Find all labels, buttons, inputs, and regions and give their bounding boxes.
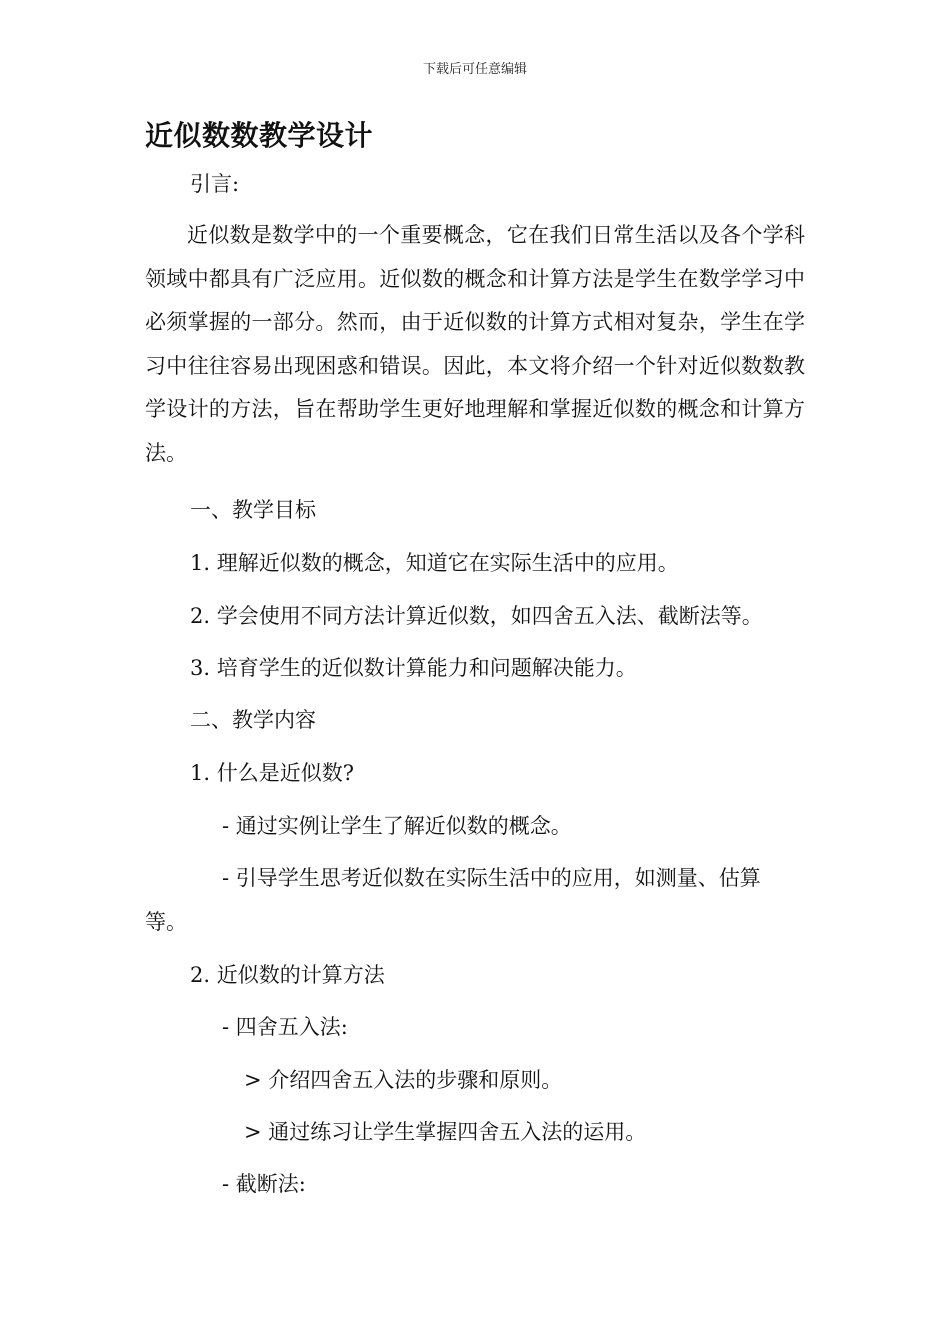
content-item-2-label: 2. 近似数的计算方法 [190,963,385,987]
method-rounding: - 四舍五入法: [222,1015,348,1039]
content-item-1-label: 1. 什么是近似数? [190,761,354,785]
method-rounding-sub-2: > 通过练习让学生掌握四舍五入法的运用。 [244,1120,647,1144]
section1-heading: 一、教学目标 [190,498,316,522]
objective-item-1: 1. 理解近似数的概念，知道它在实际生活中的应用。 [190,551,679,575]
intro-paragraph: 近似数是数学中的一个重要概念，它在我们日常生活以及各个学科领域中都具有广泛应用。近似数的概念和计算方法是学生在数学学习中必须掌握的一部分。然而，由于近似数的计算方式相对复杂，学生在学习中往往容易出现困惑和错误。因此，本文将介绍一个针对近似数数教学设计的方法，旨在帮助学生更好地理解和掌握近似数的概念和计算方法。 [145,223,805,465]
content-item-1-bullet-2: - 引导学生思考近似数在实际生活中的应用，如测量、估算 [222,866,761,890]
content-item-1-bullet-1: - 通过实例让学生了解近似数的概念。 [222,814,572,838]
objective-item-3: 3. 培育学生的近似数计算能力和问题解决能力。 [190,656,637,680]
header-note: 下载后可任意编辑 [422,62,527,77]
method-rounding-sub-1: > 介绍四舍五入法的步骤和原则。 [244,1068,563,1092]
document-title: 近似数数教学设计 [145,119,374,152]
method-truncation: - 截断法: [222,1172,306,1196]
intro-label: 引言: [190,172,240,196]
content-item-1-bullet-2-cont: 等。 [145,910,187,934]
section2-heading: 二、教学内容 [190,708,316,732]
objective-item-2: 2. 学会使用不同方法计算近似数，如四舍五入法、截断法等。 [190,604,763,628]
